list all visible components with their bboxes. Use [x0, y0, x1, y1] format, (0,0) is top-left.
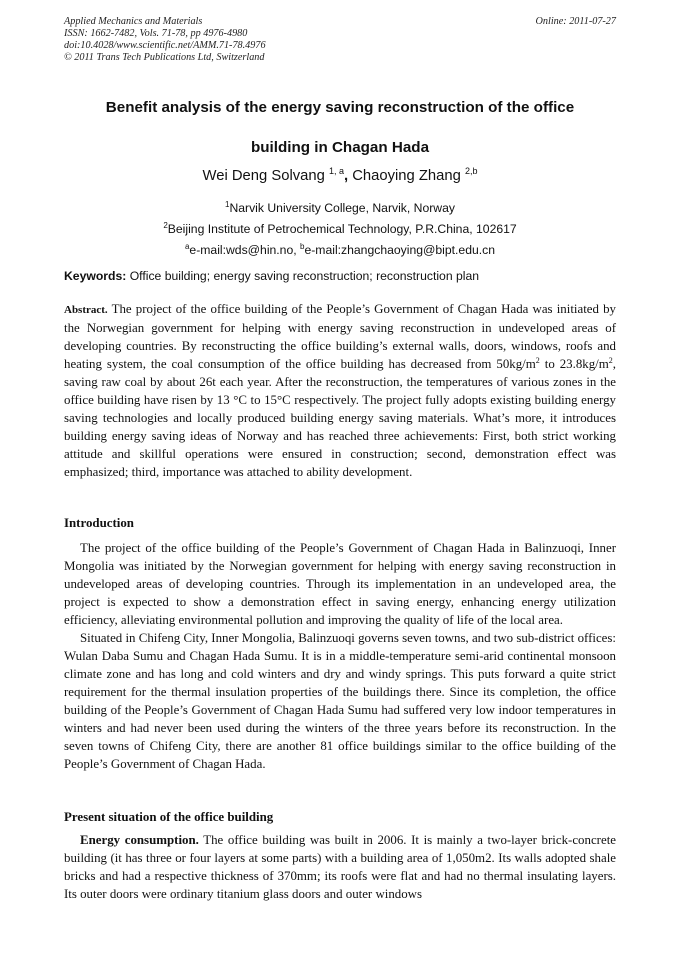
email-marker: a [184, 242, 190, 251]
email-a: e-mail:wds@hin.no, [189, 243, 301, 257]
email-b: e-mail:zhangchaoying@bipt.edu.cn [304, 243, 496, 257]
copyright-line: © 2011 Trans Tech Publications Ltd, Switzerland [64, 52, 265, 63]
journal-name: Applied Mechanics and Materials [64, 16, 203, 27]
abstract-text: The project of the office building of the People’s Government of Chagan Hada was initiated by the Norwegian government for helping with energy saving reconstruction in undeveloped areas of developing countries. By reconstructing the office building’s external walls, doors, windows, roofs and heating system, the coal consumption of the office building has decreased from 50kg/m [64, 302, 616, 371]
author-name: Wei Deng Solvang [202, 168, 325, 184]
affiliation-2 [64, 217, 616, 238]
keywords-label: Keywords: [64, 269, 127, 283]
title-line-2: building in Chagan Hada [250, 139, 430, 156]
introduction-section [64, 516, 616, 773]
abstract [64, 300, 616, 481]
keywords [64, 269, 616, 283]
online-date: Online: 2011-07-27 [535, 16, 616, 27]
journal-header [64, 16, 616, 64]
author-name: Chaoying Zhang [352, 168, 461, 184]
affil-marker: 2 [163, 221, 168, 230]
superscript: 2 [608, 356, 613, 365]
title-line-1: Benefit analysis of the energy saving reconstruction of the office [105, 99, 575, 116]
paragraph: Situated in Chifeng City, Inner Mongolia, Balinzuoqi governs seven towns, and two sub-district offices: Wulan Daba Sumu and Chagan Hada Sumu. It is in a middle-temperature semi-arid continental monsoon climate zone and has long and cold winters and dry and windy springs. This puts forward a quite strict requirement for the thermal insulation properties of the buildings there. Since its completion, the office building of the People’s Government of Chagan Hada Sumu had suffered very low indoor temperatures in winters and had never been used during the winters of the three years before its reconstruction. In the seven towns of Chifeng City, there are another 81 office buildings similar to the office building of the People’s Government of Chagan Hada. [64, 631, 616, 771]
author-list [64, 166, 616, 184]
affil-text: Narvik University College, Narvik, Norway [229, 201, 455, 215]
abstract-text: , saving raw coal by about 26t each year. After the reconstruction, the temperatures of various zones in the office building have risen by 13 °C to 15°C respectively. The project fully adopts existing building energy saving technologies and locally produced building energy saving materials. What’s more, it introduces building energy saving ideas of Norway and has reached three achievements: First, both strict working attitude and skillful operations were ensured in construction; second, demonstration effect was emphasized; third, importance was attached to ability development. [64, 357, 616, 479]
section-heading: Present situation of the office building [64, 810, 274, 824]
affiliation-1 [64, 196, 616, 217]
doi-line: doi:10.4028/www.scientific.net/AMM.71-78.4976 [64, 40, 266, 51]
section-heading: Introduction [64, 516, 134, 530]
issn-line: ISSN: 1662-7482, Vols. 71-78, pp 4976-4980 [64, 28, 248, 39]
author-affil-marker: 1, a [328, 166, 344, 176]
affiliations [64, 196, 616, 259]
paper-title [64, 88, 616, 168]
author-separator: , [343, 168, 353, 184]
paragraph: The project of the office building of the People’s Government of Chagan Hada in Balinzuoqi, Inner Mongolia was initiated by the Norwegian government for helping with energy saving reconstruction in undeveloped areas of developing countries. Through its implementation in an undeveloped area, the project is expected to show a demonstration effect in saving energy, enhancing energy utilization efficiency, alleviating environmental pollution and improving the quality of life of the local area. [64, 541, 616, 627]
abstract-text: to 23.8kg/m [539, 357, 609, 371]
superscript: 2 [535, 356, 540, 365]
email-line [64, 238, 616, 259]
affil-marker: 1 [225, 200, 230, 209]
keywords-text: Office building; energy saving reconstruction; reconstruction plan [126, 269, 480, 283]
paragraph-text: The office building was built in 2006. It is mainly a two-layer brick-concrete building (it has three or four layers at some parts) with a building area of 1,050m2. Its walls adopted shale bricks and had a respective thickness of 370mm; its roofs were flat and had no thermal insulating layers. Its outer doors were ordinary titanium glass doors and outer windows [64, 833, 616, 901]
author-affil-marker: 2,b [464, 166, 478, 176]
affil-text: Beijing Institute of Petrochemical Technology, P.R.China, 102617 [167, 222, 517, 236]
email-marker: b [300, 242, 305, 251]
present-situation-section [64, 810, 616, 903]
paragraph [64, 831, 616, 903]
abstract-label: Abstract. [64, 304, 108, 316]
run-in-heading: Energy consumption. [80, 833, 199, 847]
